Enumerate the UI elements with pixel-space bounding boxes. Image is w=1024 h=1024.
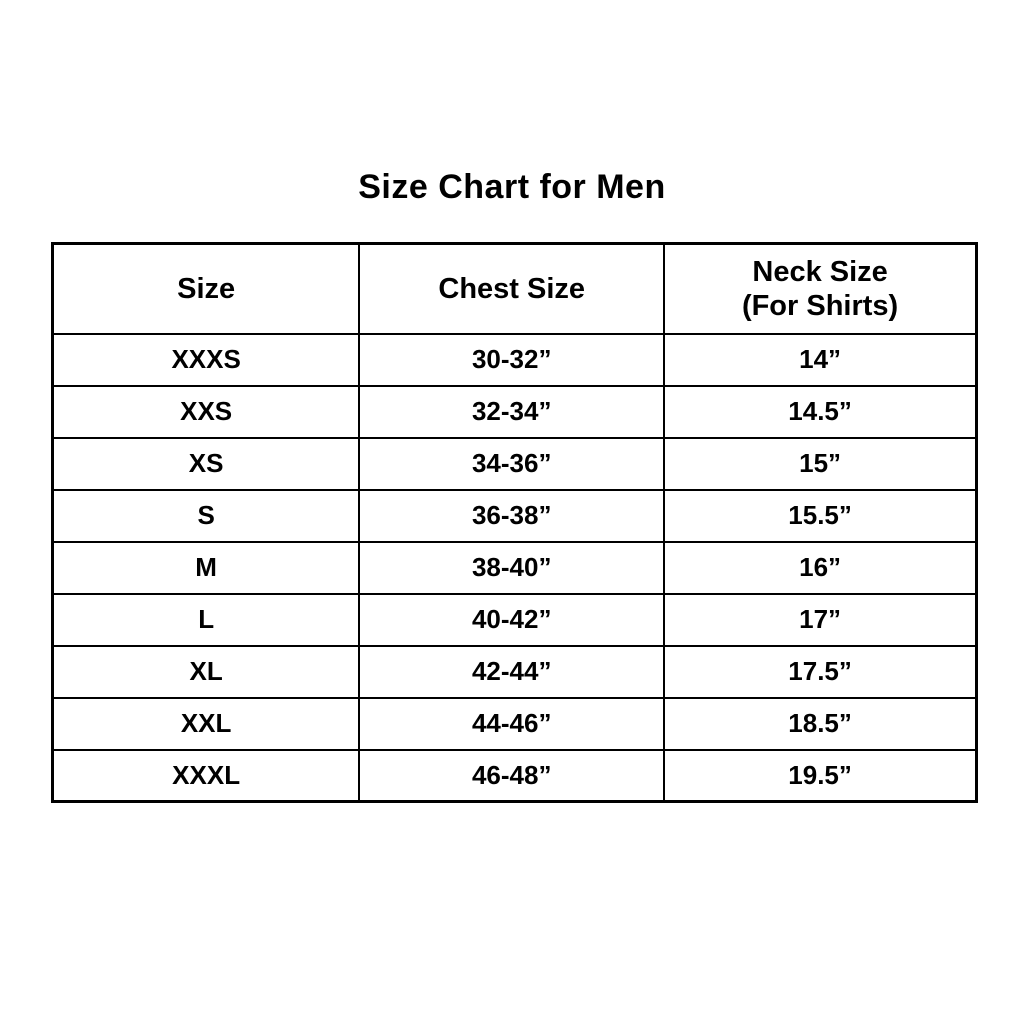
neck-size-cell: 15.5” [664, 490, 976, 542]
size-chart-table [51, 242, 978, 803]
chest-size-cell: 34-36” [359, 438, 664, 490]
table-row [53, 334, 977, 386]
chest-size-cell: 32-34” [359, 386, 664, 438]
chest-size-cell: 38-40” [359, 542, 664, 594]
neck-size-header-line2: (For Shirts) [741, 289, 899, 322]
table-row [53, 438, 977, 490]
size-column-header-label: Size [177, 272, 236, 305]
chest-size-cell: 36-38” [359, 490, 664, 542]
size-column-header [53, 244, 360, 334]
page-title: Size Chart for Men [358, 168, 666, 206]
size-cell: S [53, 490, 360, 542]
neck-size-cell: 19.5” [664, 750, 976, 802]
neck-size-cell: 17.5” [664, 646, 976, 698]
size-cell: XXS [53, 386, 360, 438]
size-cell: XXL [53, 698, 360, 750]
size-cell: XXXL [53, 750, 360, 802]
size-cell: L [53, 594, 360, 646]
neck-size-header-line1: Neck Size [752, 255, 888, 288]
table-row [53, 490, 977, 542]
chest-size-cell: 30-32” [359, 334, 664, 386]
chest-size-column-header [359, 244, 664, 334]
table-row [53, 386, 977, 438]
neck-size-cell: 14” [664, 334, 976, 386]
neck-size-cell: 16” [664, 542, 976, 594]
table-row [53, 750, 977, 802]
neck-size-cell: 17” [664, 594, 976, 646]
neck-size-column-header [664, 244, 976, 334]
chest-size-cell: 44-46” [359, 698, 664, 750]
table-header-row [53, 244, 977, 334]
chest-size-cell: 40-42” [359, 594, 664, 646]
table-row [53, 594, 977, 646]
chest-size-column-header-label: Chest Size [438, 272, 586, 305]
chest-size-cell: 46-48” [359, 750, 664, 802]
size-cell: XL [53, 646, 360, 698]
chest-size-cell: 42-44” [359, 646, 664, 698]
neck-size-cell: 14.5” [664, 386, 976, 438]
table-row [53, 542, 977, 594]
neck-size-cell: 15” [664, 438, 976, 490]
table-row [53, 698, 977, 750]
size-cell: XS [53, 438, 360, 490]
size-cell: M [53, 542, 360, 594]
table-row [53, 646, 977, 698]
neck-size-cell: 18.5” [664, 698, 976, 750]
size-cell: XXXS [53, 334, 360, 386]
